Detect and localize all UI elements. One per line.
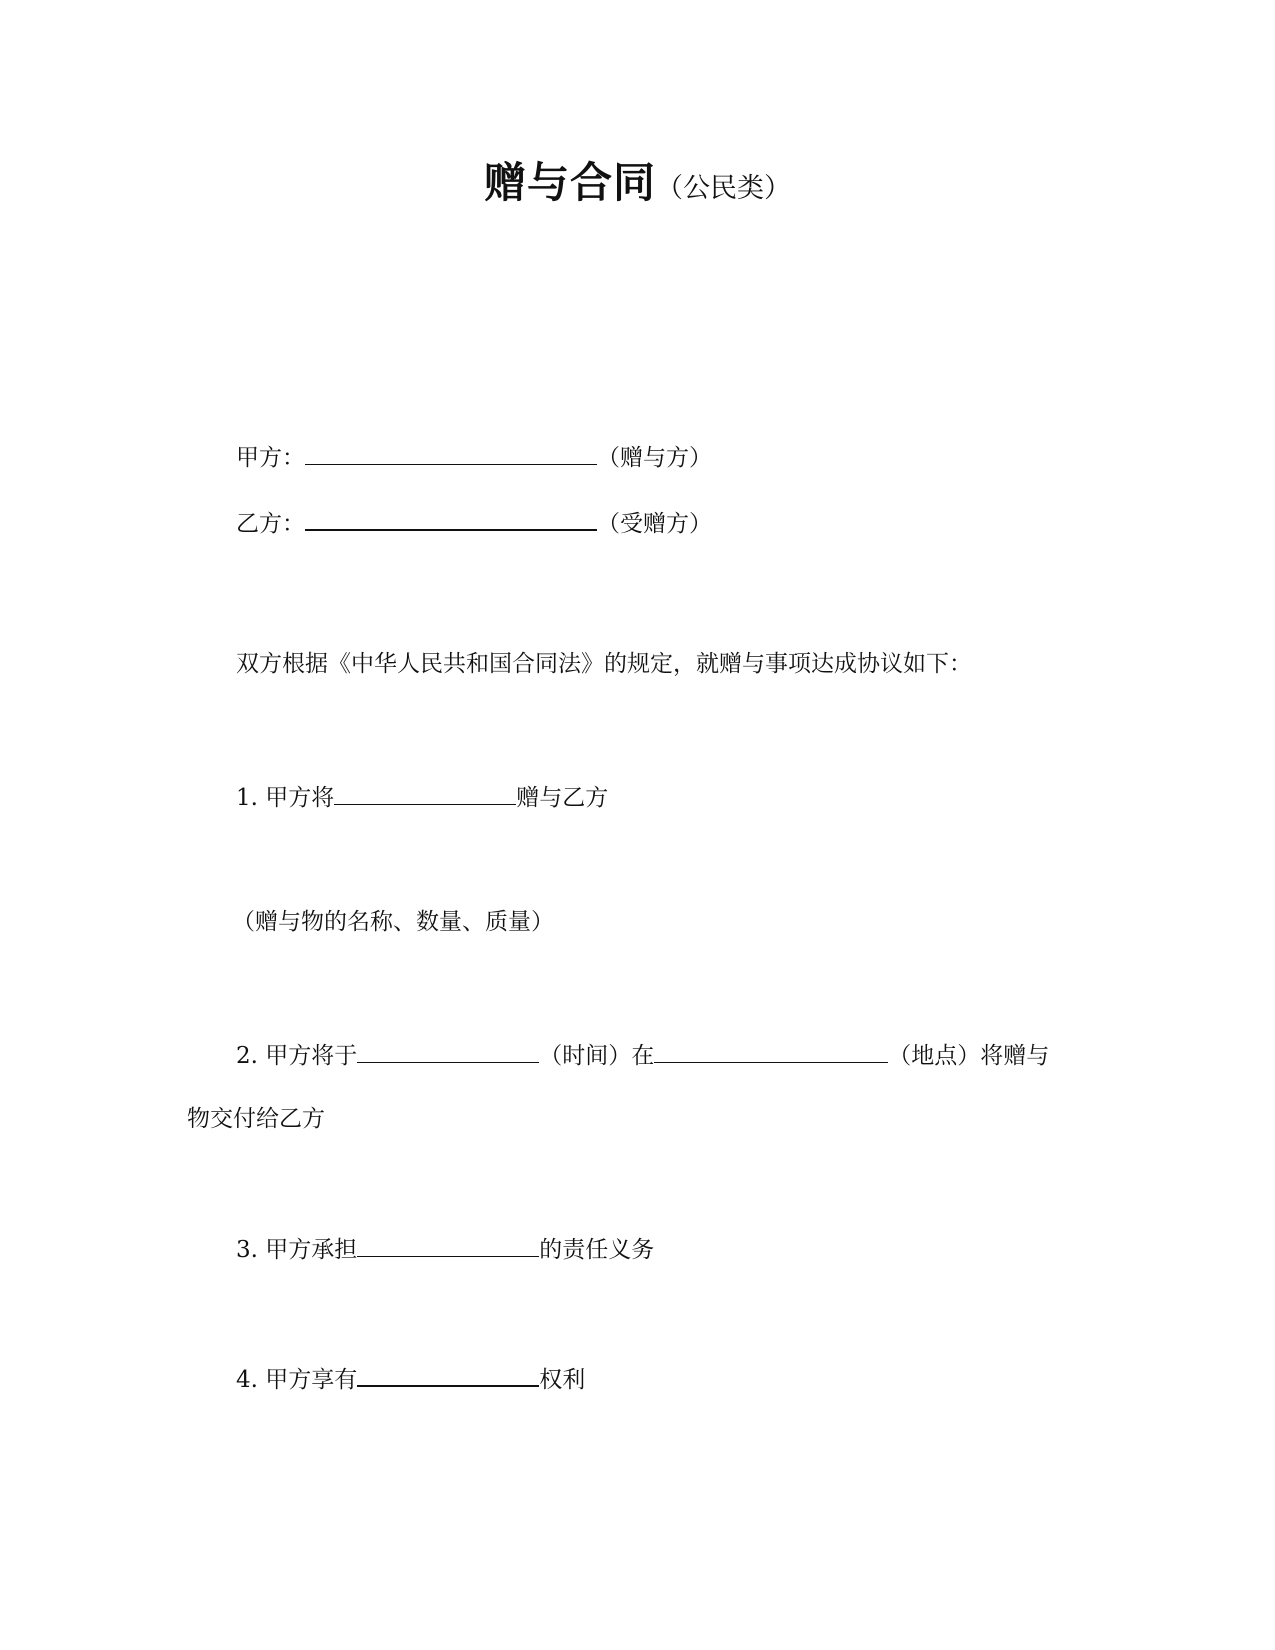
clause-2-time-label: （时间）在 — [539, 1043, 655, 1069]
party-a-role: （赠与方） — [597, 445, 712, 471]
clause-4-suffix: 权利 — [539, 1367, 586, 1393]
clause-3-blank[interactable] — [357, 1232, 539, 1257]
clause-2 — [236, 1038, 1049, 1072]
party-b-line — [236, 505, 712, 540]
clause-4 — [236, 1361, 585, 1396]
preamble: 双方根据《中华人民共和国合同法》的规定，就赠与事项达成协议如下： — [236, 651, 972, 677]
party-b-label: 乙方： — [236, 511, 305, 537]
clause-1-suffix: 赠与乙方 — [516, 785, 609, 811]
clause-2-place-label: （地点）将赠与 — [888, 1043, 1050, 1069]
clause-2-time-blank[interactable] — [357, 1038, 539, 1063]
clause-2-continuation: 物交付给乙方 — [187, 1106, 325, 1132]
party-a-line — [236, 440, 712, 474]
clause-4-prefix: 4. 甲方享有 — [236, 1367, 358, 1393]
clause-3-prefix: 3. 甲方承担 — [236, 1237, 358, 1263]
clause-2-place-blank[interactable] — [654, 1038, 888, 1063]
party-b-role: （受赠方） — [597, 511, 712, 537]
clause-1-note: （赠与物的名称、数量、质量） — [232, 909, 554, 935]
clause-3 — [236, 1232, 654, 1266]
clause-4-blank[interactable] — [357, 1361, 539, 1387]
title-suffix: （公民类） — [656, 173, 791, 204]
clause-1-blank[interactable] — [334, 780, 516, 805]
party-b-blank[interactable] — [305, 505, 597, 531]
title-main: 赠与合同 — [483, 158, 656, 207]
party-a-blank[interactable] — [305, 440, 597, 465]
clause-1-prefix: 1. 甲方将 — [236, 785, 335, 811]
clause-3-suffix: 的责任义务 — [539, 1237, 655, 1263]
clause-2-prefix: 2. 甲方将于 — [236, 1043, 358, 1069]
document-title — [0, 150, 1275, 210]
clause-1 — [236, 780, 608, 814]
party-a-label: 甲方： — [236, 445, 305, 471]
